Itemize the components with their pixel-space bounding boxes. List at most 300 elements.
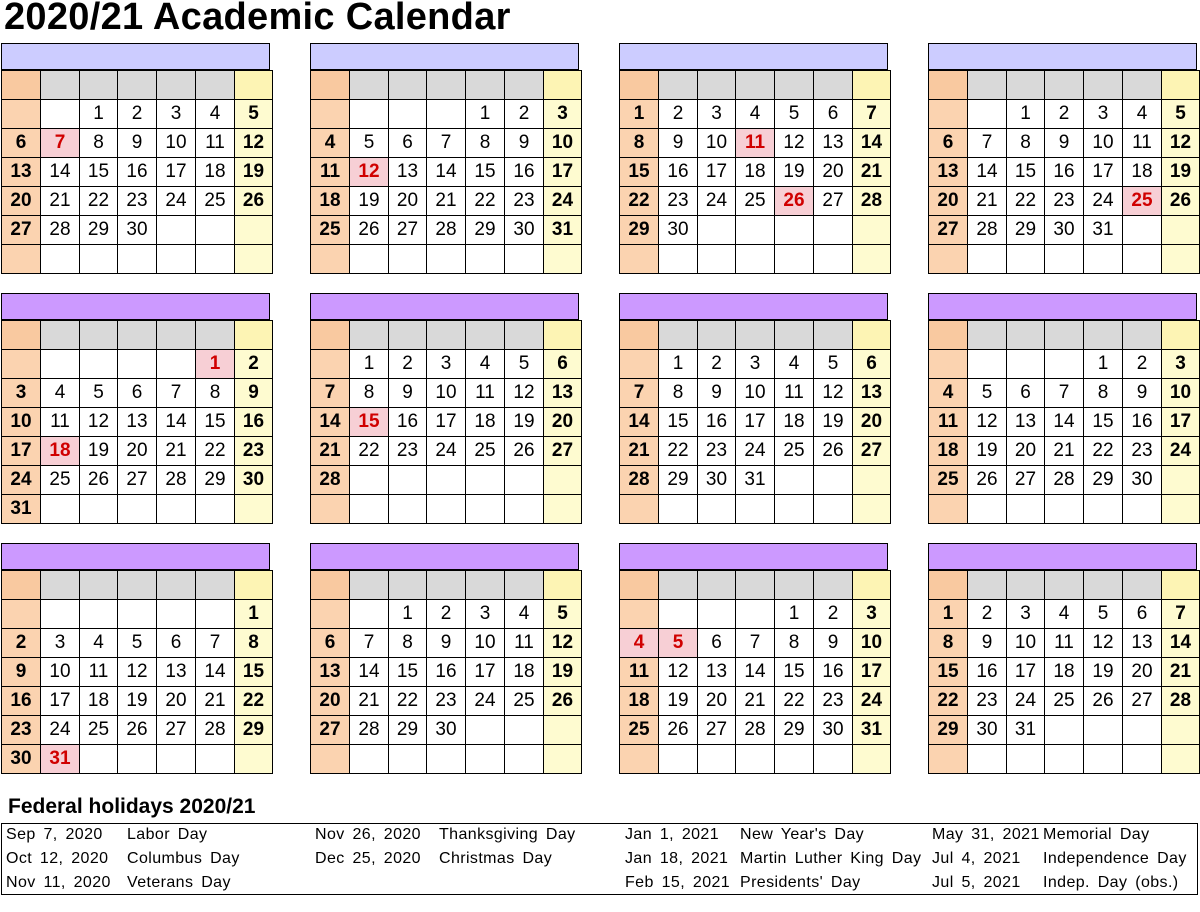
day-cell: 3: [1083, 99, 1123, 129]
weekday-header: [426, 570, 466, 600]
empty-day-cell: [310, 744, 350, 774]
day-cell: 28: [195, 715, 235, 745]
empty-day-cell: [1006, 244, 1045, 274]
empty-day-cell: [928, 244, 968, 274]
empty-day-cell: [117, 244, 157, 274]
empty-day-cell: [735, 244, 775, 274]
day-cell: 15: [1083, 407, 1123, 437]
day-cell: 10: [156, 128, 196, 158]
day-cell: 10: [1161, 378, 1200, 408]
weekday-header: [1083, 570, 1123, 600]
month-title: [1, 543, 270, 570]
weekday-header: [79, 570, 118, 600]
day-cell: 14: [426, 157, 466, 187]
weekday-header: [1122, 320, 1162, 350]
day-cell: 19: [1083, 657, 1123, 687]
day-cell: 19: [658, 686, 698, 716]
day-cell: 25: [310, 215, 350, 245]
day-cell: 25: [928, 465, 968, 495]
day-cell: 15: [658, 407, 698, 437]
day-cell: 14: [310, 407, 350, 437]
weekday-header: [504, 70, 544, 100]
empty-day-cell: [465, 744, 505, 774]
day-cell: 24: [1161, 436, 1200, 466]
day-cell: 16: [967, 657, 1007, 687]
day-cell: 7: [426, 128, 466, 158]
weekday-header: [774, 70, 814, 100]
day-cell: 15: [195, 407, 235, 437]
day-cell: 20: [1, 186, 41, 216]
day-cell: 27: [1122, 686, 1162, 716]
holiday-day-cell: 7: [40, 128, 80, 158]
day-cell: 6: [156, 628, 196, 658]
day-cell: 8: [928, 628, 968, 658]
weekday-header: [928, 70, 968, 100]
day-cell: 22: [928, 686, 968, 716]
day-cell: 4: [310, 128, 350, 158]
day-cell: 24: [156, 186, 196, 216]
day-cell: 30: [426, 715, 466, 745]
day-cell: 3: [426, 349, 466, 379]
day-cell: 22: [349, 436, 389, 466]
day-cell: 26: [117, 715, 157, 745]
weekday-header: [40, 320, 80, 350]
day-cell: 23: [967, 686, 1007, 716]
day-cell: 3: [40, 628, 80, 658]
holiday-date: Nov 11, 2020: [6, 874, 111, 891]
day-cell: 8: [465, 128, 505, 158]
day-cell: 15: [465, 157, 505, 187]
weekday-header: [504, 320, 544, 350]
empty-day-cell: [349, 494, 389, 524]
day-cell: 29: [928, 715, 968, 745]
empty-day-cell: [1083, 744, 1123, 774]
day-cell: 22: [234, 686, 273, 716]
day-cell: 6: [388, 128, 427, 158]
weekday-header: [349, 570, 389, 600]
empty-day-cell: [1006, 349, 1045, 379]
day-cell: 27: [388, 215, 427, 245]
day-cell: 6: [1, 128, 41, 158]
month-title: [1, 43, 270, 70]
day-cell: 15: [79, 157, 118, 187]
empty-day-cell: [1122, 494, 1162, 524]
empty-day-cell: [543, 715, 582, 745]
day-cell: 26: [813, 436, 853, 466]
holiday-date: Jan 1, 2021: [625, 826, 720, 843]
holiday-date: Nov 26, 2020: [315, 826, 421, 843]
day-cell: 28: [1044, 465, 1084, 495]
empty-day-cell: [1122, 244, 1162, 274]
weekday-header: [156, 70, 196, 100]
day-cell: 7: [195, 628, 235, 658]
empty-day-cell: [928, 99, 968, 129]
empty-day-cell: [1044, 744, 1084, 774]
empty-day-cell: [310, 99, 350, 129]
holiday-day-cell: 4: [619, 628, 659, 658]
empty-day-cell: [504, 465, 544, 495]
empty-day-cell: [310, 494, 350, 524]
empty-day-cell: [504, 494, 544, 524]
day-cell: 9: [697, 378, 736, 408]
day-cell: 24: [735, 436, 775, 466]
day-cell: 31: [1, 494, 41, 524]
day-cell: 17: [735, 407, 775, 437]
empty-day-cell: [40, 244, 80, 274]
empty-day-cell: [426, 465, 466, 495]
weekday-header: [234, 320, 273, 350]
empty-day-cell: [79, 744, 118, 774]
weekday-header: [619, 320, 659, 350]
day-cell: 4: [79, 628, 118, 658]
empty-day-cell: [1044, 494, 1084, 524]
day-cell: 25: [79, 715, 118, 745]
day-cell: 22: [1006, 186, 1045, 216]
day-cell: 5: [117, 628, 157, 658]
empty-day-cell: [1122, 215, 1162, 245]
day-cell: 20: [117, 436, 157, 466]
weekday-header: [117, 70, 157, 100]
day-cell: 3: [735, 349, 775, 379]
day-cell: 6: [117, 378, 157, 408]
empty-day-cell: [465, 715, 505, 745]
day-cell: 26: [79, 465, 118, 495]
empty-day-cell: [1, 99, 41, 129]
day-cell: 24: [697, 186, 736, 216]
day-cell: 13: [388, 157, 427, 187]
day-cell: 19: [967, 436, 1007, 466]
day-cell: 16: [658, 157, 698, 187]
empty-day-cell: [1006, 744, 1045, 774]
weekday-header: [1161, 70, 1200, 100]
day-cell: 20: [388, 186, 427, 216]
holiday-date: Jul 5, 2021: [932, 874, 1021, 891]
holiday-name: Columbus Day: [127, 850, 240, 867]
day-cell: 5: [813, 349, 853, 379]
empty-day-cell: [658, 244, 698, 274]
day-cell: 22: [388, 686, 427, 716]
day-cell: 4: [774, 349, 814, 379]
holiday-name: Christmas Day: [439, 850, 553, 867]
empty-day-cell: [813, 244, 853, 274]
empty-day-cell: [234, 244, 273, 274]
weekday-header: [310, 570, 350, 600]
weekday-header: [195, 570, 235, 600]
day-cell: 3: [543, 99, 582, 129]
holiday-day-cell: 1: [195, 349, 235, 379]
empty-day-cell: [388, 244, 427, 274]
empty-day-cell: [813, 215, 853, 245]
empty-day-cell: [774, 744, 814, 774]
weekday-header: [310, 320, 350, 350]
day-cell: 3: [852, 599, 891, 629]
weekday-header: [195, 70, 235, 100]
day-cell: 19: [1161, 157, 1200, 187]
empty-day-cell: [426, 744, 466, 774]
weekday-header: [388, 320, 427, 350]
day-cell: 18: [928, 436, 968, 466]
empty-day-cell: [852, 494, 891, 524]
weekday-header: [658, 70, 698, 100]
day-cell: 20: [310, 686, 350, 716]
day-cell: 22: [774, 686, 814, 716]
day-cell: 18: [310, 186, 350, 216]
day-cell: 12: [504, 378, 544, 408]
day-cell: 5: [234, 99, 273, 129]
day-cell: 19: [774, 157, 814, 187]
day-cell: 11: [310, 157, 350, 187]
empty-day-cell: [1, 349, 41, 379]
day-cell: 25: [40, 465, 80, 495]
empty-day-cell: [1161, 465, 1200, 495]
day-cell: 31: [1083, 215, 1123, 245]
day-cell: 29: [619, 215, 659, 245]
day-cell: 7: [852, 99, 891, 129]
day-cell: 17: [543, 157, 582, 187]
weekday-header: [349, 70, 389, 100]
day-cell: 20: [1006, 436, 1045, 466]
empty-day-cell: [117, 349, 157, 379]
weekday-header: [928, 320, 968, 350]
empty-day-cell: [1044, 244, 1084, 274]
holiday-date: Feb 15, 2021: [625, 874, 731, 891]
weekday-header: [234, 570, 273, 600]
empty-day-cell: [156, 349, 196, 379]
day-cell: 4: [735, 99, 775, 129]
holiday-day-cell: 26: [774, 186, 814, 216]
day-cell: 23: [1044, 186, 1084, 216]
empty-day-cell: [658, 744, 698, 774]
day-cell: 22: [465, 186, 505, 216]
day-cell: 13: [1122, 628, 1162, 658]
day-cell: 30: [504, 215, 544, 245]
day-cell: 24: [40, 715, 80, 745]
empty-day-cell: [156, 599, 196, 629]
day-cell: 8: [1083, 378, 1123, 408]
day-cell: 13: [156, 657, 196, 687]
day-cell: 16: [697, 407, 736, 437]
empty-day-cell: [619, 244, 659, 274]
day-cell: 23: [234, 436, 273, 466]
day-cell: 27: [813, 186, 853, 216]
day-cell: 13: [697, 657, 736, 687]
empty-day-cell: [40, 349, 80, 379]
weekday-header: [543, 70, 582, 100]
day-cell: 30: [658, 215, 698, 245]
empty-day-cell: [1122, 715, 1162, 745]
weekday-header: [1044, 570, 1084, 600]
day-cell: 23: [504, 186, 544, 216]
day-cell: 24: [426, 436, 466, 466]
weekday-header: [543, 570, 582, 600]
empty-day-cell: [79, 349, 118, 379]
day-cell: 18: [1044, 657, 1084, 687]
weekday-header: [1, 70, 41, 100]
day-cell: 9: [1122, 378, 1162, 408]
day-cell: 17: [1083, 157, 1123, 187]
empty-day-cell: [195, 599, 235, 629]
day-cell: 17: [465, 657, 505, 687]
empty-day-cell: [234, 494, 273, 524]
day-cell: 11: [928, 407, 968, 437]
day-cell: 24: [465, 686, 505, 716]
day-cell: 17: [426, 407, 466, 437]
day-cell: 21: [1161, 657, 1200, 687]
weekday-header: [117, 570, 157, 600]
day-cell: 20: [928, 186, 968, 216]
day-cell: 11: [1122, 128, 1162, 158]
weekday-header: [1161, 570, 1200, 600]
holiday-name: Presidents' Day: [740, 874, 861, 891]
day-cell: 23: [813, 686, 853, 716]
holiday-day-cell: 5: [658, 628, 698, 658]
weekday-header: [1044, 70, 1084, 100]
holiday-day-cell: 11: [735, 128, 775, 158]
weekday-header: [658, 320, 698, 350]
holiday-date: Jan 18, 2021: [625, 850, 729, 867]
day-cell: 6: [1006, 378, 1045, 408]
day-cell: 11: [504, 628, 544, 658]
empty-day-cell: [1161, 494, 1200, 524]
empty-day-cell: [310, 244, 350, 274]
day-cell: 9: [234, 378, 273, 408]
day-cell: 10: [852, 628, 891, 658]
empty-day-cell: [1083, 715, 1123, 745]
day-cell: 4: [195, 99, 235, 129]
day-cell: 15: [774, 657, 814, 687]
day-cell: 18: [195, 157, 235, 187]
day-cell: 8: [349, 378, 389, 408]
empty-day-cell: [1161, 715, 1200, 745]
day-cell: 19: [543, 657, 582, 687]
weekday-header: [697, 570, 736, 600]
empty-day-cell: [928, 349, 968, 379]
day-cell: 26: [1083, 686, 1123, 716]
day-cell: 7: [1161, 599, 1200, 629]
holiday-day-cell: 31: [40, 744, 80, 774]
day-cell: 13: [310, 657, 350, 687]
day-cell: 29: [465, 215, 505, 245]
day-cell: 19: [813, 407, 853, 437]
day-cell: 6: [543, 349, 582, 379]
day-cell: 23: [117, 186, 157, 216]
day-cell: 30: [1, 744, 41, 774]
day-cell: 5: [79, 378, 118, 408]
day-cell: 9: [504, 128, 544, 158]
day-cell: 28: [310, 465, 350, 495]
day-cell: 21: [310, 436, 350, 466]
day-cell: 28: [349, 715, 389, 745]
empty-day-cell: [465, 244, 505, 274]
day-cell: 12: [234, 128, 273, 158]
day-cell: 3: [1006, 599, 1045, 629]
day-cell: 19: [349, 186, 389, 216]
weekday-header: [774, 570, 814, 600]
weekday-header: [195, 320, 235, 350]
day-cell: 12: [1161, 128, 1200, 158]
holidays-table: [1, 823, 1198, 895]
day-cell: 1: [234, 599, 273, 629]
day-cell: 8: [234, 628, 273, 658]
day-cell: 29: [1006, 215, 1045, 245]
day-cell: 19: [117, 686, 157, 716]
weekday-header: [1044, 320, 1084, 350]
weekday-header: [697, 320, 736, 350]
weekday-header: [388, 70, 427, 100]
day-cell: 15: [1006, 157, 1045, 187]
empty-day-cell: [967, 99, 1007, 129]
day-cell: 8: [388, 628, 427, 658]
day-cell: 10: [1083, 128, 1123, 158]
weekday-header: [465, 570, 505, 600]
day-cell: 28: [156, 465, 196, 495]
day-cell: 27: [928, 215, 968, 245]
empty-day-cell: [426, 494, 466, 524]
day-cell: 28: [40, 215, 80, 245]
weekday-header: [79, 70, 118, 100]
day-cell: 25: [774, 436, 814, 466]
day-cell: 20: [697, 686, 736, 716]
day-cell: 25: [465, 436, 505, 466]
empty-day-cell: [349, 244, 389, 274]
day-cell: 5: [774, 99, 814, 129]
day-cell: 27: [543, 436, 582, 466]
empty-day-cell: [426, 99, 466, 129]
day-cell: 23: [426, 686, 466, 716]
empty-day-cell: [117, 494, 157, 524]
day-cell: 5: [1083, 599, 1123, 629]
day-cell: 1: [928, 599, 968, 629]
day-cell: 30: [1122, 465, 1162, 495]
day-cell: 27: [117, 465, 157, 495]
day-cell: 19: [234, 157, 273, 187]
day-cell: 22: [1083, 436, 1123, 466]
day-cell: 30: [117, 215, 157, 245]
day-cell: 15: [234, 657, 273, 687]
day-cell: 26: [658, 715, 698, 745]
day-cell: 3: [1, 378, 41, 408]
day-cell: 14: [1161, 628, 1200, 658]
day-cell: 19: [504, 407, 544, 437]
empty-day-cell: [735, 215, 775, 245]
day-cell: 27: [156, 715, 196, 745]
day-cell: 15: [928, 657, 968, 687]
weekday-header: [156, 320, 196, 350]
holiday-date: Sep 7, 2020: [6, 826, 103, 843]
day-cell: 9: [813, 628, 853, 658]
day-cell: 1: [619, 99, 659, 129]
weekday-header: [852, 70, 891, 100]
weekday-header: [813, 570, 853, 600]
day-cell: 30: [697, 465, 736, 495]
day-cell: 6: [928, 128, 968, 158]
day-cell: 9: [1044, 128, 1084, 158]
day-cell: 8: [774, 628, 814, 658]
day-cell: 24: [1, 465, 41, 495]
day-cell: 20: [543, 407, 582, 437]
day-cell: 5: [504, 349, 544, 379]
day-cell: 15: [619, 157, 659, 187]
day-cell: 13: [852, 378, 891, 408]
weekday-header: [619, 70, 659, 100]
empty-day-cell: [156, 215, 196, 245]
day-cell: 12: [658, 657, 698, 687]
day-cell: 17: [1161, 407, 1200, 437]
day-cell: 25: [619, 715, 659, 745]
month-title: [1, 293, 270, 320]
empty-day-cell: [774, 494, 814, 524]
holiday-date: May 31, 2021: [932, 826, 1040, 843]
